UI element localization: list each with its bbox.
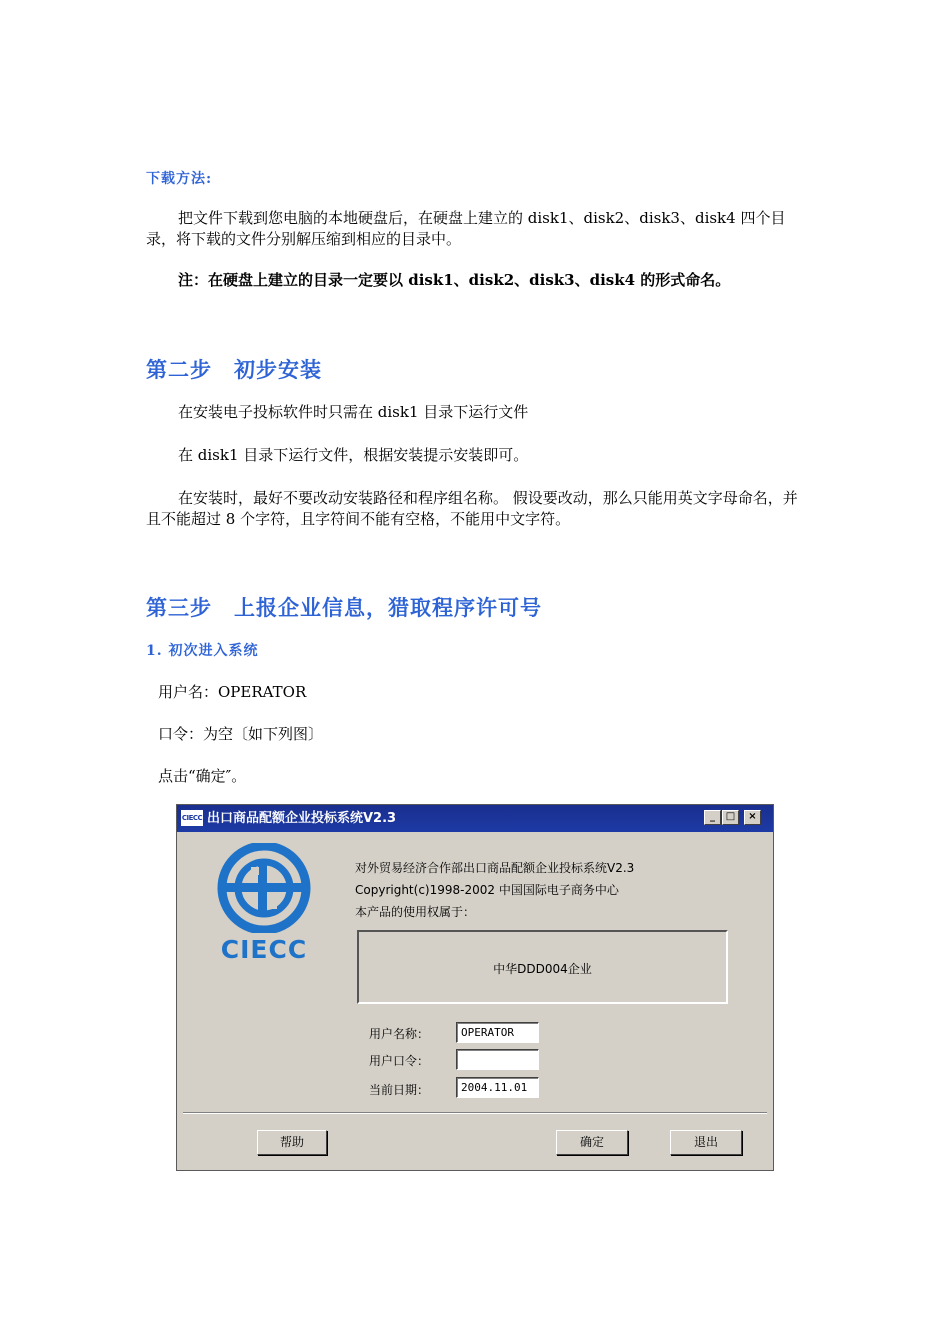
step3-subheading: 1. 初次进入系统: [146, 643, 259, 659]
step2-heading: 第二步 初步安装: [146, 357, 322, 382]
info-line-1: 对外贸易经济合作部出口商品配额企业投标系统V2.3: [355, 861, 635, 875]
step2-paragraph-1: 在安装电子投标软件时只需在 disk1 目录下运行文件: [178, 403, 529, 421]
password-instruction: 口令：为空〔如下列图〕: [158, 725, 324, 743]
maximize-button[interactable]: □: [722, 810, 739, 825]
username-label: 用户名称：: [369, 1027, 430, 1041]
date-field[interactable]: 2004.11.01: [456, 1077, 539, 1098]
owner-name: 中华DDD004企业: [493, 962, 592, 976]
exit-button[interactable]: 退出: [670, 1130, 742, 1155]
ok-button[interactable]: 确定: [556, 1130, 628, 1155]
login-window: [176, 804, 774, 1171]
click-instruction: 点击“确定″。: [158, 767, 247, 785]
username-field[interactable]: OPERATOR: [456, 1022, 539, 1043]
owner-box: [357, 930, 728, 1004]
ciecc-globe-icon: [207, 843, 321, 933]
close-button[interactable]: ×: [744, 810, 761, 825]
app-logo-icon: CIECC: [181, 810, 203, 826]
window-title: 出口商品配额企业投标系统V2.3: [207, 811, 397, 826]
password-label: 用户口令：: [369, 1054, 430, 1068]
download-paragraph: 把文件下载到您电脑的本地硬盘后，在硬盘上建立的 disk1、disk2、disk3、disk4 四个目录，将下载的文件分别解压缩到相应的目录中。: [146, 209, 786, 248]
date-label: 当前日期：: [369, 1083, 430, 1097]
minimize-button[interactable]: _: [704, 810, 721, 825]
step3-heading: 第三步 上报企业信息，猎取程序许可号: [146, 595, 542, 620]
username-instruction: 用户名：OPERATOR: [158, 683, 307, 701]
window-separator: [183, 1112, 767, 1114]
info-line-3: 本产品的使用权属于：: [355, 905, 476, 919]
ciecc-logo: [207, 843, 321, 963]
download-heading: 下载方法:: [146, 171, 213, 187]
password-field[interactable]: [456, 1049, 539, 1070]
step2-paragraph-3: 在安装时，最好不要改动安装路径和程序组名称。 假设要改动，那么只能用英文字母命名，并且不能超过 8 个字符，且字符间不能有空格，不能用中文字符。: [146, 489, 798, 528]
help-button[interactable]: 帮助: [257, 1130, 327, 1155]
info-line-2: Copyright(c)1998-2002 中国国际电子商务中心: [355, 883, 619, 897]
window-titlebar[interactable]: [177, 805, 773, 832]
step2-paragraph-2: 在 disk1 目录下运行文件，根据安装提示安装即可。: [178, 446, 529, 464]
download-note: 注：在硬盘上建立的目录一定要以 disk1、disk2、disk3、disk4 的形式命名。: [178, 271, 731, 289]
ciecc-logo-text: CIECC: [220, 935, 308, 964]
